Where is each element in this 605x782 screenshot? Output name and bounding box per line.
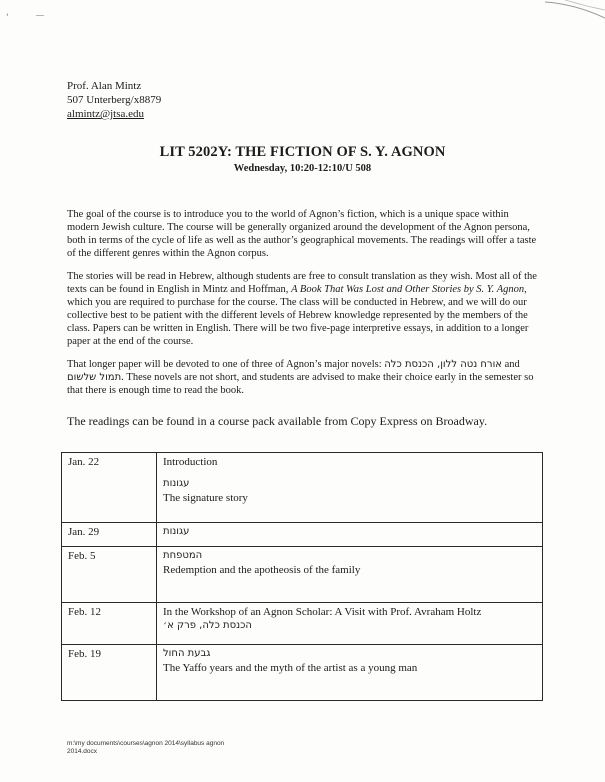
topic-cell bbox=[157, 547, 543, 603]
topic-hebrew: עגונות bbox=[163, 478, 190, 489]
title-block bbox=[0, 144, 605, 174]
scan-dash: — bbox=[36, 10, 44, 19]
topic-cell bbox=[157, 645, 543, 701]
table-row bbox=[62, 523, 543, 547]
file-path-footer bbox=[67, 740, 224, 756]
topic-cell bbox=[157, 453, 543, 523]
topic-text: Introduction bbox=[163, 456, 218, 468]
topic-cell bbox=[157, 603, 543, 645]
footer-file: 2014.docx bbox=[67, 748, 97, 755]
topic-cell bbox=[157, 523, 543, 547]
date-cell: Feb. 12 bbox=[62, 603, 157, 645]
topic-text: In the Workshop of an Agnon Scholar: A Visit with Prof. Avraham Holtz bbox=[163, 606, 482, 618]
email-link[interactable]: almintz@jtsa.edu bbox=[67, 108, 145, 120]
table-row bbox=[62, 603, 543, 645]
scan-mark: ‘ bbox=[6, 12, 9, 21]
topic-hebrew: עגונות bbox=[163, 526, 190, 537]
paragraph-novels-and: and bbox=[501, 359, 520, 370]
course-title: LIT 5202Y: THE FICTION OF S. Y. AGNON bbox=[159, 144, 446, 160]
table-row bbox=[62, 547, 543, 603]
paragraph-novels-part2: . These novels are not short, and students are advised to make their choice early in the semester so that there is enough time to read the book. bbox=[67, 372, 534, 396]
schedule-table bbox=[61, 452, 543, 701]
professor-name: Prof. Alan Mintz bbox=[67, 80, 142, 92]
book-title: A Book That Was Lost and Other Stories by S. Y. Agnon bbox=[291, 284, 525, 295]
paragraph-readings: The readings can be found in a course pack available from Copy Express on Broadway. bbox=[67, 414, 488, 428]
table-row bbox=[62, 645, 543, 701]
date-cell: Jan. 29 bbox=[62, 523, 157, 547]
paragraph-texts-part1: The stories will be read in Hebrew, although students are free to consult translation as they wish. Most all of the texts can be found in English in Mintz and Hoffman, bbox=[67, 271, 537, 295]
office-info: 507 Unterberg/x8879 bbox=[67, 94, 162, 106]
date-cell: Feb. 5 bbox=[62, 547, 157, 603]
topic-text: The signature story bbox=[163, 492, 248, 504]
paragraph-goal: The goal of the course is to introduce you to the world of Agnon’s fiction, which is a unique space within modern Jewish culture. The course will be generally organized around the development of the Agnon persona, both in terms of the cycle of life as well as the author’s geographical movements. The readings will offer a taste of the different genres within the Agnon corpus. bbox=[67, 209, 537, 259]
page-corner-curl bbox=[545, 0, 605, 20]
course-time: Wednesday, 10:20-12:10/U 508 bbox=[233, 163, 372, 174]
table-row bbox=[62, 453, 543, 523]
novel-title-hebrew: תמול שלשום bbox=[67, 372, 122, 383]
topic-text: Redemption and the apotheosis of the family bbox=[163, 564, 361, 576]
topic-hebrew: גבעת החול bbox=[163, 648, 211, 659]
paragraph-novels-part1: That longer paper will be devoted to one of three of Agnon’s major novels: bbox=[67, 359, 385, 370]
contact-block bbox=[67, 79, 161, 121]
date-cell: Feb. 19 bbox=[62, 645, 157, 701]
footer-path: m:\my documents\courses\agnon 2014\syllabus agnon bbox=[67, 740, 225, 747]
paragraph-texts bbox=[67, 270, 542, 348]
date-cell: Jan. 22 bbox=[62, 453, 157, 523]
topic-hebrew: המטפחת bbox=[163, 550, 203, 561]
paragraph-texts-part2: , which you are required to purchase for the course. The class will be conducted in Hebrew, and we will do our collective best to be patient with the different levels of Hebrew knowledge represented by the members of the class. Papers can be written in English. There will be two five-page interpretive essays, in addition to a longer paper at the end of the course. bbox=[67, 284, 529, 347]
topic-hebrew: הכנסת כלה, פרק א׳ bbox=[163, 620, 252, 631]
paragraph-novels bbox=[67, 358, 542, 397]
novel-titles-hebrew: אורח נטה ללון, הכנסת כלה bbox=[384, 359, 502, 370]
topic-text: The Yaffo years and the myth of the artist as a young man bbox=[163, 662, 418, 674]
